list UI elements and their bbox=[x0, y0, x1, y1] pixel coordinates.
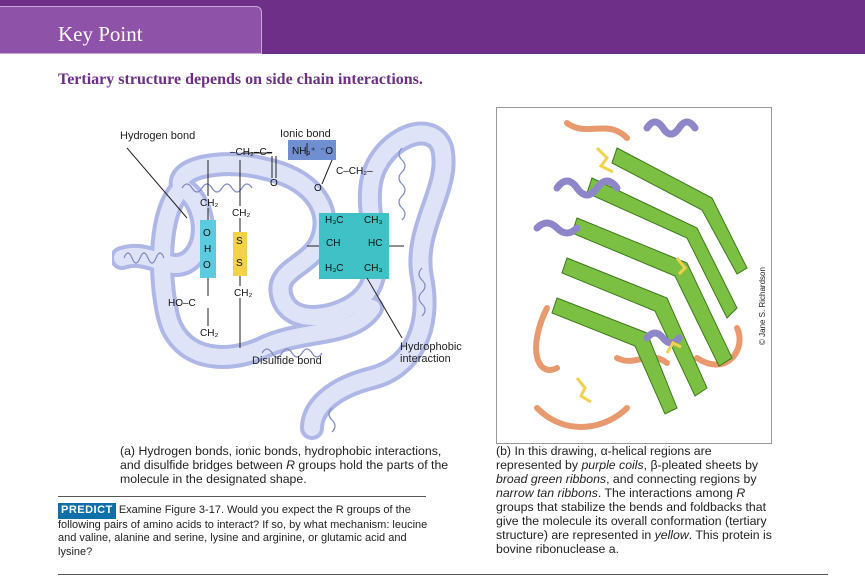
caption-a-suffix: groups hold the parts of the molecule in the designated shape. bbox=[120, 458, 449, 486]
ribbonuclease-svg bbox=[497, 108, 772, 444]
chem-h: H bbox=[204, 244, 212, 255]
chem-nh3: NH₃⁺ bbox=[292, 146, 316, 157]
ribbon-tube bbox=[122, 134, 444, 428]
disulfide-bond-label: Disulfide bond bbox=[252, 355, 322, 367]
chem-ch2-b: CH₂ bbox=[232, 208, 251, 219]
caption-b-part: (b) In this drawing, α-helical regions are represented by bbox=[496, 444, 712, 472]
figure-a-diagram bbox=[112, 108, 472, 443]
chem-ch: CH bbox=[326, 238, 341, 249]
figure-b-ribbon-model bbox=[496, 107, 772, 444]
caption-b-italic: broad green ribbons bbox=[496, 472, 607, 486]
bottom-rule bbox=[58, 574, 828, 575]
caption-b-part: groups that stabilize the bends and foldbacks that give the molecule its overall conformation (tertiary structure) are represented in bbox=[496, 500, 767, 542]
ionic-bond-label: Ionic bond bbox=[280, 128, 331, 140]
predict-text: Examine Figure 3-17. Would you expect the R groups of the following pairs of amino acids to interact? If so, by what mechanism: leucine and valine, alanine and serine, lysine and arginine, or glutamic acid and lysine? bbox=[58, 504, 428, 558]
chem-ch2-a: CH₂ bbox=[200, 198, 219, 209]
section-subtitle: Tertiary structure depends on side chain interactions. bbox=[58, 71, 423, 88]
chem-h3c-2: H₃C bbox=[325, 263, 344, 274]
caption-b bbox=[496, 444, 780, 556]
chem-h3c-1: H₃C bbox=[325, 215, 344, 226]
caption-a bbox=[120, 444, 460, 486]
chem-ho-c: HO–C bbox=[168, 298, 196, 309]
hydrogen-bond-label: Hydrogen bond bbox=[120, 130, 196, 142]
predict-top-rule bbox=[58, 496, 426, 497]
predict-tag: PREDICT bbox=[58, 503, 116, 519]
caption-b-part: . This protein is bovine ribonuclease a. bbox=[496, 528, 772, 556]
chem-ch3-2: CH₃ bbox=[364, 263, 383, 274]
image-credit: © Jane S. Richardson bbox=[758, 267, 767, 345]
chem-c-ch2: C–CH₂– bbox=[336, 166, 373, 177]
chem-o-2: O bbox=[203, 260, 211, 271]
caption-b-italic: narrow tan ribbons bbox=[496, 486, 598, 500]
chem-s-1: S bbox=[236, 236, 243, 247]
chem-o-1: O bbox=[203, 228, 211, 239]
chem-ch3-1: CH₃ bbox=[364, 215, 383, 226]
caption-a-prefix: (a) Hydrogen bonds, ionic bonds, hydrophobic interactions, and disulfide bridges between bbox=[120, 444, 442, 472]
caption-b-part: . The interactions among bbox=[597, 486, 737, 500]
caption-b-italic: R bbox=[736, 486, 746, 500]
hydrophobic-interaction-label: Hydrophobic interaction bbox=[400, 341, 462, 365]
caption-b-italic: yellow bbox=[654, 528, 689, 542]
caption-a-r: R bbox=[286, 458, 296, 472]
chem-ch2-c: CH₂ bbox=[234, 288, 253, 299]
header-title: Key Point bbox=[58, 22, 143, 46]
caption-b-italic: purple coils bbox=[581, 458, 644, 472]
chem-s-2: S bbox=[236, 258, 243, 269]
predict-block bbox=[58, 503, 428, 559]
chem-hc: HC bbox=[368, 238, 383, 249]
chem-ch2-d: CH₂ bbox=[200, 328, 219, 339]
protein-ribbon-svg bbox=[112, 108, 472, 443]
chem-o-double: O bbox=[270, 178, 278, 189]
caption-b-part: , β-pleated sheets by bbox=[643, 458, 759, 472]
chem-o-minus: ⁻O bbox=[320, 146, 334, 157]
chem-ch2-top: –CH₂–C– bbox=[230, 147, 273, 158]
caption-b-part: , and connecting regions by bbox=[606, 472, 757, 486]
chem-o-lower: O bbox=[314, 183, 322, 194]
